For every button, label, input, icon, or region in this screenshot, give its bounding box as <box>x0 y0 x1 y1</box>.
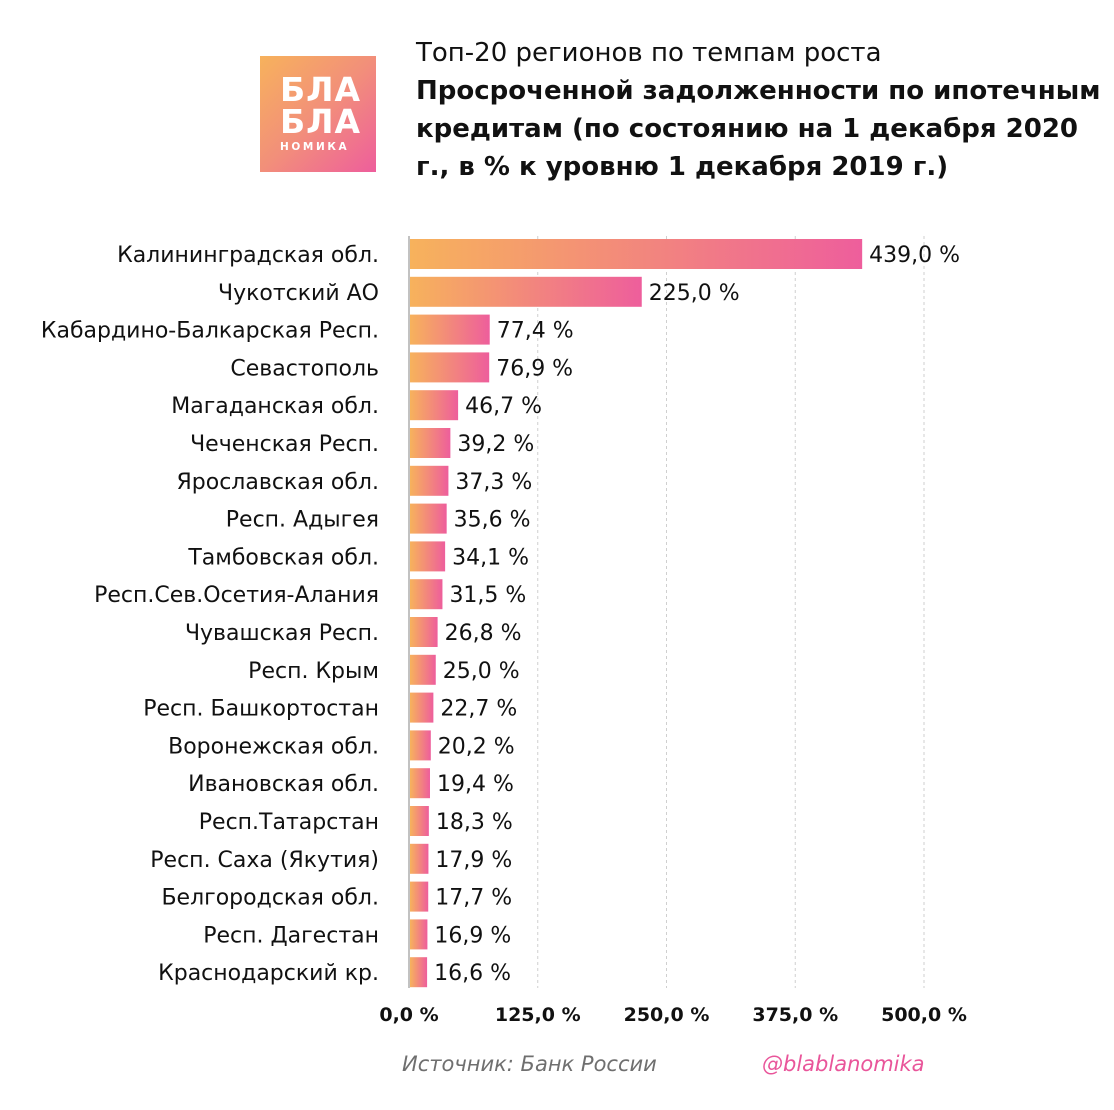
bar <box>410 693 433 723</box>
bar <box>410 806 429 836</box>
value-label: 17,7 % <box>435 885 513 911</box>
value-label: 18,3 % <box>435 810 513 835</box>
value-label: 26,8 % <box>444 621 522 646</box>
category-label: Воронежская обл. <box>168 734 379 760</box>
value-label: 76,9 % <box>496 356 574 382</box>
category-label: Белгородская обл. <box>161 885 379 911</box>
bar <box>410 730 431 760</box>
category-label: Респ.Сев.Осетия-Алания <box>94 583 379 609</box>
value-labels <box>434 243 960 986</box>
category-label: Калининградская обл. <box>117 243 379 268</box>
value-label: 20,2 % <box>437 734 515 760</box>
bar <box>410 655 436 685</box>
value-label: 37,3 % <box>455 469 533 495</box>
chart-title-line-2: Просроченной задолженности по ипотечным кредитам (по состоянию на 1 декабря 2020 г., в % к уровню 1 декабря 2019 г.) <box>416 76 1101 182</box>
source-note: Источник: Банк России <box>402 1052 657 1076</box>
category-label: Респ. Саха (Якутия) <box>150 847 379 873</box>
value-label: 46,7 % <box>465 394 542 420</box>
value-label: 77,4 % <box>496 318 574 344</box>
x-tick-label: 0,0 % <box>379 1004 439 1026</box>
category-label: Ярославская обл. <box>176 469 379 495</box>
bar <box>410 504 447 534</box>
value-label: 22,7 % <box>440 696 518 722</box>
bar <box>410 352 489 382</box>
value-label: 31,5 % <box>449 583 527 609</box>
bar <box>410 277 642 307</box>
category-label: Чукотский АО <box>217 280 379 306</box>
value-label: 225,0 % <box>648 280 740 306</box>
value-label: 39,2 % <box>457 432 535 457</box>
value-label: 16,6 % <box>434 961 511 987</box>
category-label: Севастополь <box>230 356 379 382</box>
logo-line-2: БЛА <box>280 102 362 141</box>
value-label: 35,6 % <box>453 507 531 533</box>
bar <box>410 390 458 420</box>
value-label: 25,0 % <box>442 658 520 684</box>
category-label: Респ. Адыгея <box>225 507 379 533</box>
category-label: Респ. Дагестан <box>203 923 379 949</box>
category-label: Тамбовская обл. <box>188 545 379 571</box>
value-label: 34,1 % <box>452 545 530 571</box>
bar <box>410 239 862 269</box>
value-label: 17,9 % <box>435 847 513 873</box>
bar <box>410 315 490 345</box>
bar <box>410 466 448 496</box>
x-tick-labels <box>379 1004 967 1026</box>
x-tick-label: 125,0 % <box>494 1004 581 1026</box>
bar <box>410 957 427 987</box>
logo-line-3: НОМИКА <box>280 141 350 153</box>
category-label: Ивановская обл. <box>188 772 379 798</box>
bar <box>410 428 450 458</box>
chart-title-line-1: Топ-20 регионов по темпам роста <box>416 38 882 68</box>
bar <box>410 579 442 609</box>
category-label: Респ.Татарстан <box>198 810 379 835</box>
grid-lines <box>409 236 924 988</box>
value-label: 16,9 % <box>434 923 512 949</box>
category-label: Чеченская Респ. <box>190 432 379 457</box>
category-label: Чувашская Респ. <box>184 621 379 646</box>
bars <box>410 239 862 987</box>
category-label: Респ. Крым <box>248 658 379 684</box>
category-label: Краснодарский кр. <box>158 961 379 987</box>
category-labels <box>41 243 379 986</box>
value-label: 19,4 % <box>436 772 514 798</box>
bar <box>410 919 427 949</box>
value-label: 439,0 % <box>869 243 961 268</box>
category-label: Кабардино-Балкарская Респ. <box>40 318 379 344</box>
category-label: Магаданская обл. <box>171 394 379 420</box>
category-label: Респ. Башкортостан <box>143 696 379 722</box>
bar <box>410 617 438 647</box>
x-tick-label: 250,0 % <box>623 1004 710 1026</box>
logo-line-1: БЛА <box>280 70 362 109</box>
social-handle: @blablanomika <box>762 1052 925 1076</box>
bar <box>410 768 430 798</box>
bar <box>410 844 428 874</box>
x-tick-label: 500,0 % <box>881 1004 967 1026</box>
bar <box>410 882 428 912</box>
bar <box>410 541 445 571</box>
x-tick-label: 375,0 % <box>752 1004 839 1026</box>
